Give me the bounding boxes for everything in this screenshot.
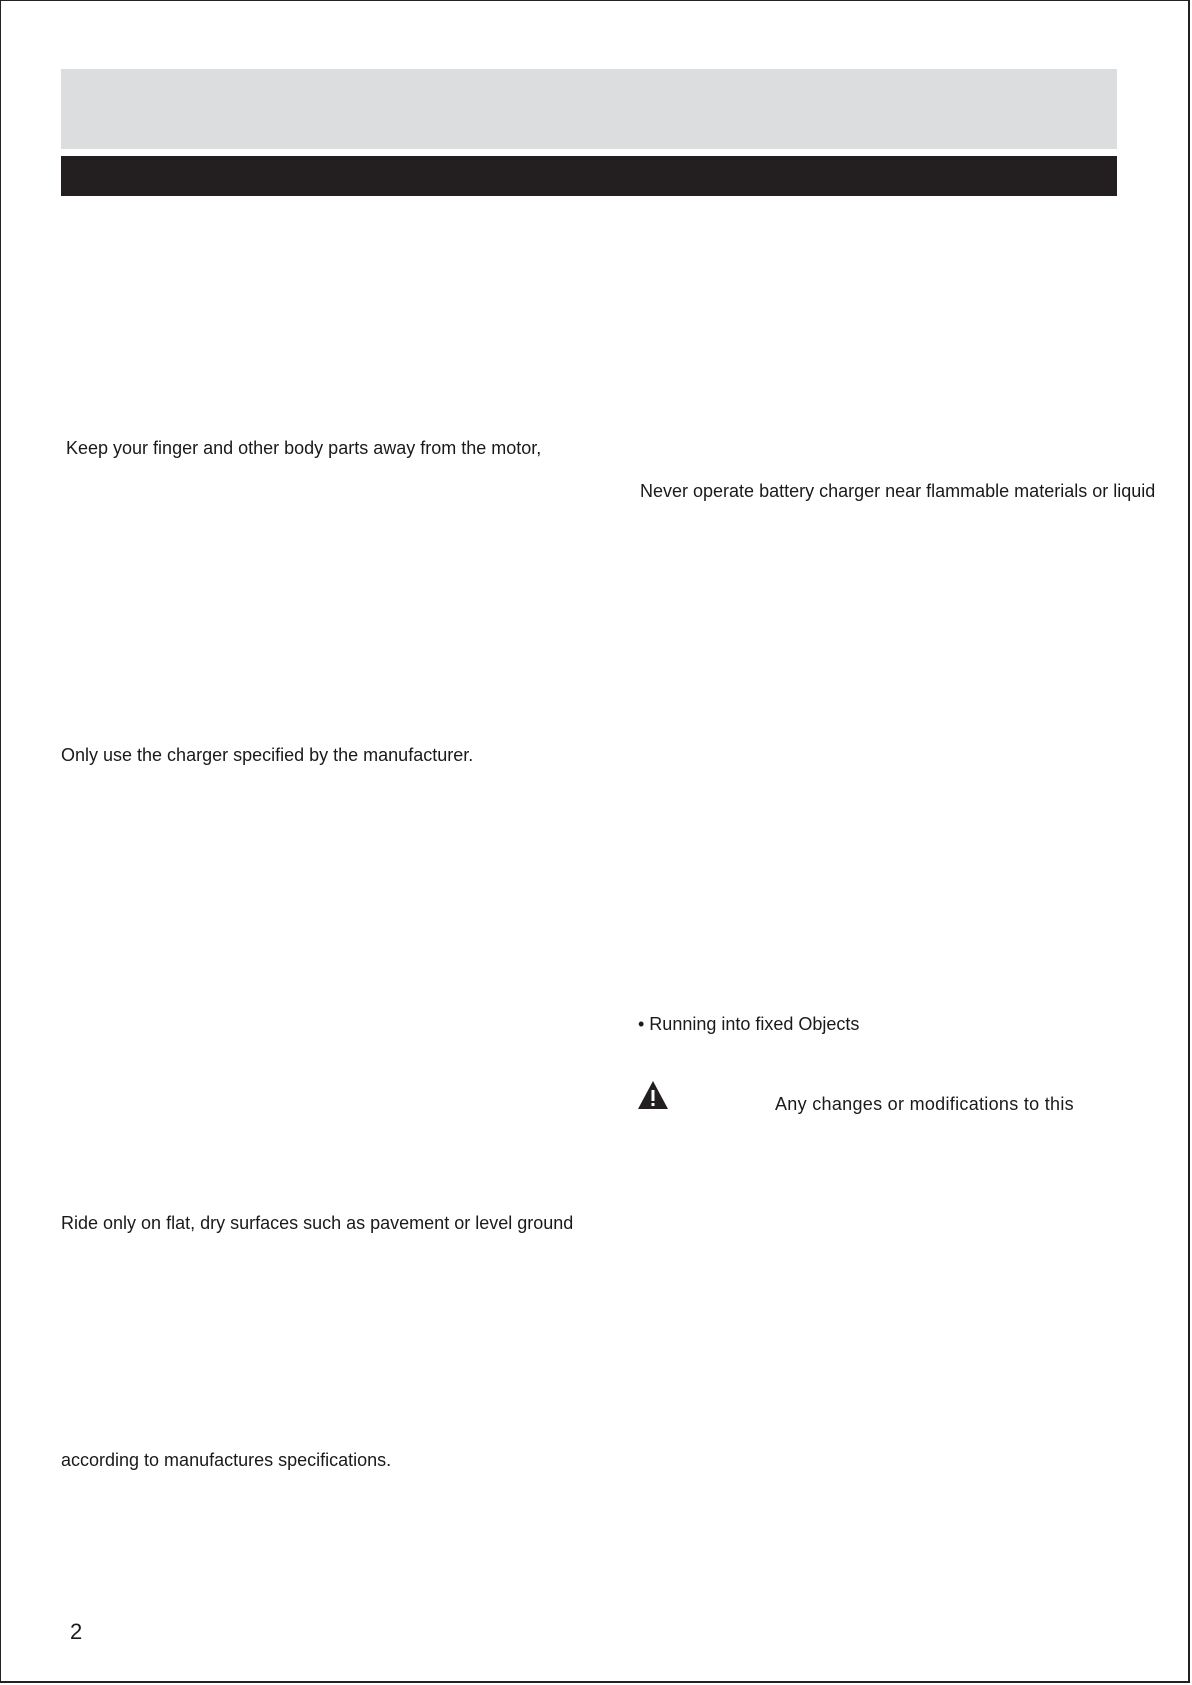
warning-triangle-icon xyxy=(637,1080,669,1110)
manufacturer-specs-text: according to manufactures specifications. xyxy=(61,1450,392,1470)
charger-flammable-text: Never operate battery charger near flammable materials or liquid xyxy=(640,481,1156,501)
motor-warning-text: Keep your finger and other body parts away from the motor, xyxy=(66,438,542,458)
bullet-fixed-objects: • Running into fixed Objects xyxy=(638,1014,860,1034)
charger-specified-text: Only use the charger specified by the manufacturer. xyxy=(61,745,474,765)
header-black-band xyxy=(61,156,1117,196)
page-number: 2 xyxy=(70,1619,83,1644)
modifications-warning-text: Any changes or modifications to this xyxy=(775,1094,1074,1114)
header-gray-band xyxy=(61,69,1117,149)
ride-surfaces-text: Ride only on flat, dry surfaces such as pavement or level ground xyxy=(61,1213,574,1233)
